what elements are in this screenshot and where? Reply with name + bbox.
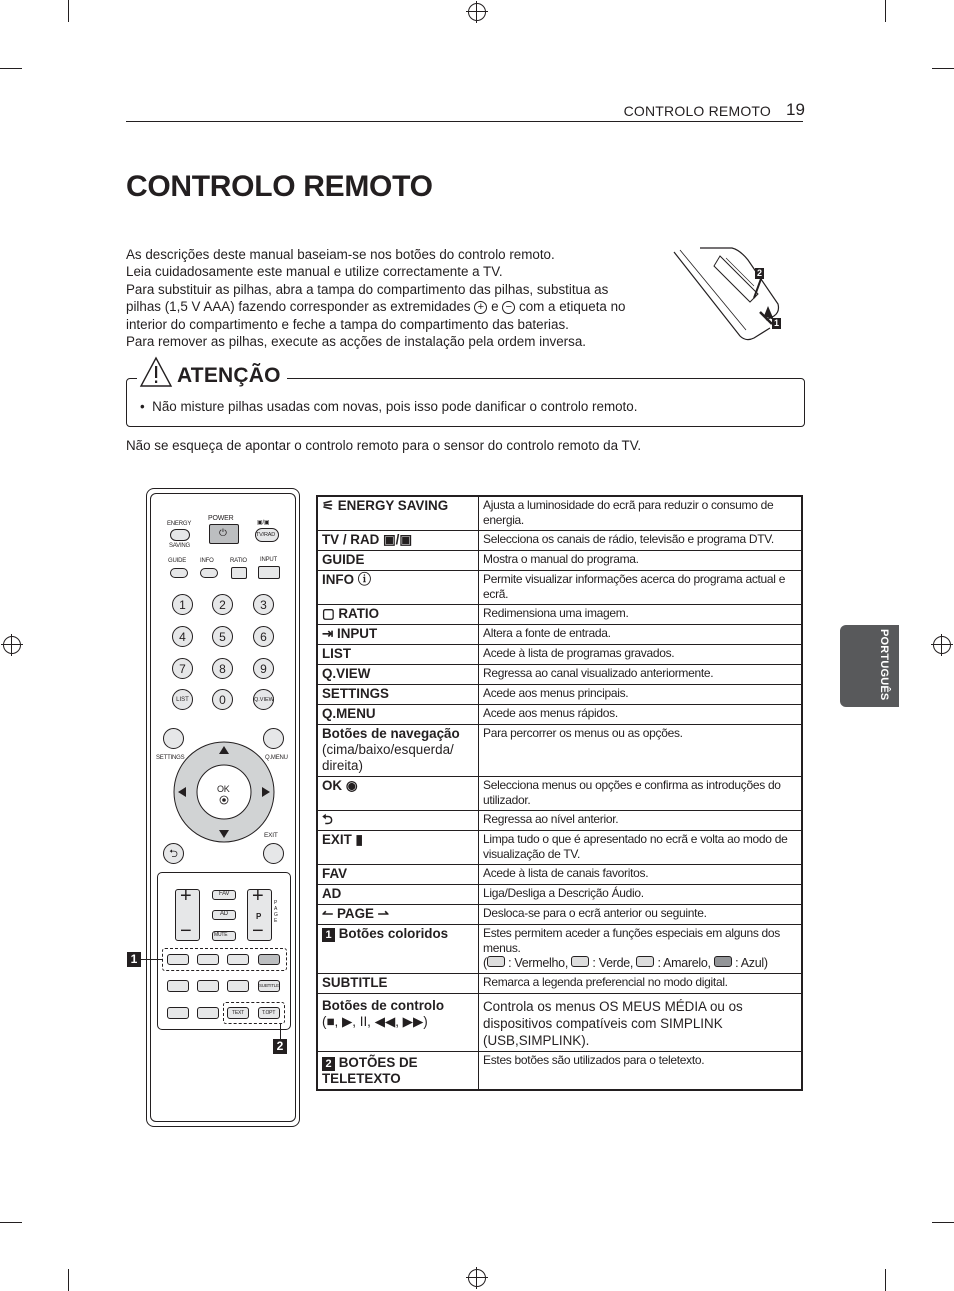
remote-ratio-button [231,567,247,579]
crop-mark [885,0,886,22]
table-row: EXIT ▮ Limpa tudo o que é apresentado no ecrã e volta ao modo de visualização de TV. [317,831,802,865]
remote-topt-label: T.OPT [262,1010,276,1016]
page-prev-icon: ↼ [322,906,334,921]
registration-mark-icon [468,3,486,21]
remote-info-button [200,568,218,578]
remote-qview-button: Q.VIEW [253,689,274,710]
remote-digit-button: 4 [172,626,193,647]
remote-digit-button: 8 [212,658,233,679]
intro-line: interior do compartimento e feche a tampa do compartimento das baterias. [126,316,569,332]
table-row: OK ◉ Selecciona menus ou opções e confirma as introduções do utilizador. [317,777,802,811]
crop-mark [932,1222,954,1223]
remote-volume-plus-icon: + [180,885,192,907]
remote-energy-saving-button [170,529,190,541]
table-row: GUIDE Mostra o manual do programa. [317,551,802,571]
remote-digit-button: 1 [172,594,193,615]
intro-line: As descrições deste manual baseiam-se nos botões do controlo remoto. [126,247,555,262]
table-row: SUBTITLE Remarca a legenda preferencial no modo digital. [317,974,802,994]
remote-play-button [197,980,219,992]
intro-line: Para remover as pilhas, execute as acções de instalação pela ordem inversa. [126,334,586,350]
yellow-key-icon [636,956,654,967]
table-row: AD Liga/Desliga a Descrição Áudio. [317,885,802,905]
info-icon: ⓘ [357,572,372,587]
remote-digit-button: 3 [253,594,274,615]
warning-heading-label: ATENÇÃO [177,364,281,387]
registration-mark-icon [933,636,951,654]
remote-text-label: TEXT [232,1010,244,1016]
intro-line: pilhas (1,5 V AAA) fazendo corresponder as extremidades + e − com a etiqueta no [126,299,626,315]
table-row: 1 Botões coloridos Estes permitem aceder a funções especiais em alguns dos menus. ( : Vermelho, : Verde, : Amarelo, : Azul) [317,925,802,974]
remote-info-label: INFO [200,558,214,564]
crop-mark [885,1269,886,1291]
table-row: ⚟ ENERGY SAVING Ajusta a luminosidade do ecrã para reduzir o consumo de energia. [317,496,802,531]
callout-1-leader [141,959,163,960]
green-key-icon [571,956,589,967]
intro-line: Para substituir as pilhas, abra a tampa do compartimento das pilhas, substitua as [126,281,609,297]
remote-digit-button: 2 [212,594,233,615]
callout-badge: 1 [322,928,335,942]
remote-tvrad-icon: ▣/▣ [257,520,270,526]
remote-digit-button: 7 [172,658,193,679]
remote-ok-label: OK [217,784,230,794]
remote-ratio-label: RATIO [230,558,247,564]
remote-settings-label: SETTINGS [156,755,185,761]
remote-keys-table [316,495,803,1091]
remote-back-button: ⮌ [163,843,184,864]
crop-mark [0,68,22,69]
crop-mark [932,68,954,69]
page-title: CONTROLO REMOTO [126,170,433,203]
callout-badge: 2 [322,1057,335,1071]
running-header: CONTROLO REMOTO [623,103,771,119]
remote-saving-label: SAVING [169,543,191,549]
table-row: TV / RAD ▣/▣ Selecciona os canais de rádio, televisão e programa DTV. [317,531,802,551]
tv-radio-icon: ▣/▣ [383,532,413,547]
remote-red-button [167,954,189,965]
table-row: Q.MENU Acede aos menus rápidos. [317,705,802,725]
table-row: Q.VIEW Regressa ao canal visualizado anteriormente. [317,665,802,685]
remote-program-p-label: P [256,912,262,921]
remote-input-button [258,566,280,579]
remote-blue-button [258,954,280,965]
remote-program-minus-icon: − [252,920,264,942]
page-number: 19 [786,100,805,119]
remote-exit-label: EXIT [264,832,278,839]
red-key-icon [487,956,505,967]
remote-page-label: PAGE [274,900,278,924]
header-rule [126,121,803,122]
blue-key-icon [714,956,732,967]
intro-text [126,246,666,350]
table-row: FAV Acede à lista de canais favoritos. [317,865,802,885]
crop-mark [68,1269,69,1291]
table-row: SETTINGS Acede aos menus principais. [317,685,802,705]
remote-input-label: INPUT [260,557,278,563]
remote-tvrad-label: TV/RAD [256,532,275,538]
remote-rewind-button [167,1007,189,1019]
back-icon: ⮌ [317,811,479,831]
table-row: ⇥ INPUT Altera a fonte de entrada. [317,625,802,645]
battery-compartment-illustration [670,246,785,346]
pointing-note: Não se esqueça de apontar o controlo remoto para o sensor do controlo remoto da TV. [126,438,642,453]
remote-digit-button: 9 [253,658,274,679]
remote-guide-button [170,568,188,578]
battery-callout-2: 2 [756,268,762,278]
table-row: ⮌ Regressa ao nível anterior. [317,811,802,831]
remote-exit-button [263,843,284,864]
remote-power-label: POWER [208,515,234,522]
remote-list-button: LIST [172,689,193,710]
remote-ad-label: AD [220,911,228,917]
remote-power-icon: ⏻ [219,528,227,539]
warning-triangle-icon [139,356,173,388]
remote-ffwd-button [197,1007,219,1019]
crop-mark [68,0,69,22]
remote-green-button [197,954,219,965]
input-icon: ⇥ [322,626,334,641]
remote-fav-label: FAV [219,891,230,897]
table-row: Botões de navegação (cima/baixo/esquerda/ direita) Para percorrer os menus ou as opções. [317,725,802,777]
table-row: Botões de controlo (■, ▶, II, ◀◀, ▶▶) Controla os menus OS MEUS MÉDIA ou os dispositivos compatíveis com SIMPLINK (USB,SIMPLINK). [317,994,802,1052]
ratio-icon: ▢ [322,606,335,621]
crop-mark [0,1222,22,1223]
energy-saving-icon: ⚟ [322,498,335,513]
remote-callout-2: 2 [273,1039,287,1054]
registration-mark-icon [3,636,21,654]
remote-mute-label: MUTE [214,932,228,938]
warning-heading [137,356,287,388]
minus-icon: − [502,301,515,314]
table-row: LIST Acede à lista de programas gravados. [317,645,802,665]
registration-mark-icon [468,1269,486,1287]
remote-subtitle-label: SUBTITLE [259,983,279,988]
remote-pause-button [227,980,249,992]
remote-yellow-button [227,954,249,965]
table-row: ▢ RATIO Redimensiona uma imagem. [317,605,802,625]
remote-digit-button: 5 [212,626,233,647]
table-row: INFO ⓘ Permite visualizar informações acerca do programa actual e ecrã. [317,571,802,605]
exit-icon: ▮ [355,832,363,847]
page-next-icon: ⇀ [377,906,389,921]
table-row: ↼ PAGE ⇀ Desloca-se para o ecrã anterior ou seguinte. [317,905,802,925]
remote-qmenu-label: Q.MENU [265,755,288,761]
plus-icon: + [474,301,487,314]
remote-program-plus-icon: + [252,885,264,907]
remote-guide-label: GUIDE [168,558,187,564]
battery-callout-1: 1 [773,318,779,328]
language-label: PORTUGUÊS [878,629,890,701]
callout-2-leader [280,1024,281,1039]
remote-zero-button: 0 [212,689,233,710]
remote-callout-1: 1 [127,952,141,967]
ok-icon: ◉ [345,778,358,793]
intro-line: Leia cuidadosamente este manual e utilize correctamente a TV. [126,264,503,280]
warning-text: • Não misture pilhas usadas com novas, pois isso pode danificar o controlo remoto. [140,399,638,414]
language-side-tab [840,625,899,707]
table-row: 2 BOTÕES DE TELETEXTO Estes botões são utilizados para o teletexto. [317,1052,802,1091]
remote-energy-label: ENERGY [167,521,192,527]
remote-stop-button [167,980,189,992]
remote-digit-button: 6 [253,626,274,647]
remote-volume-minus-icon: − [180,920,192,942]
